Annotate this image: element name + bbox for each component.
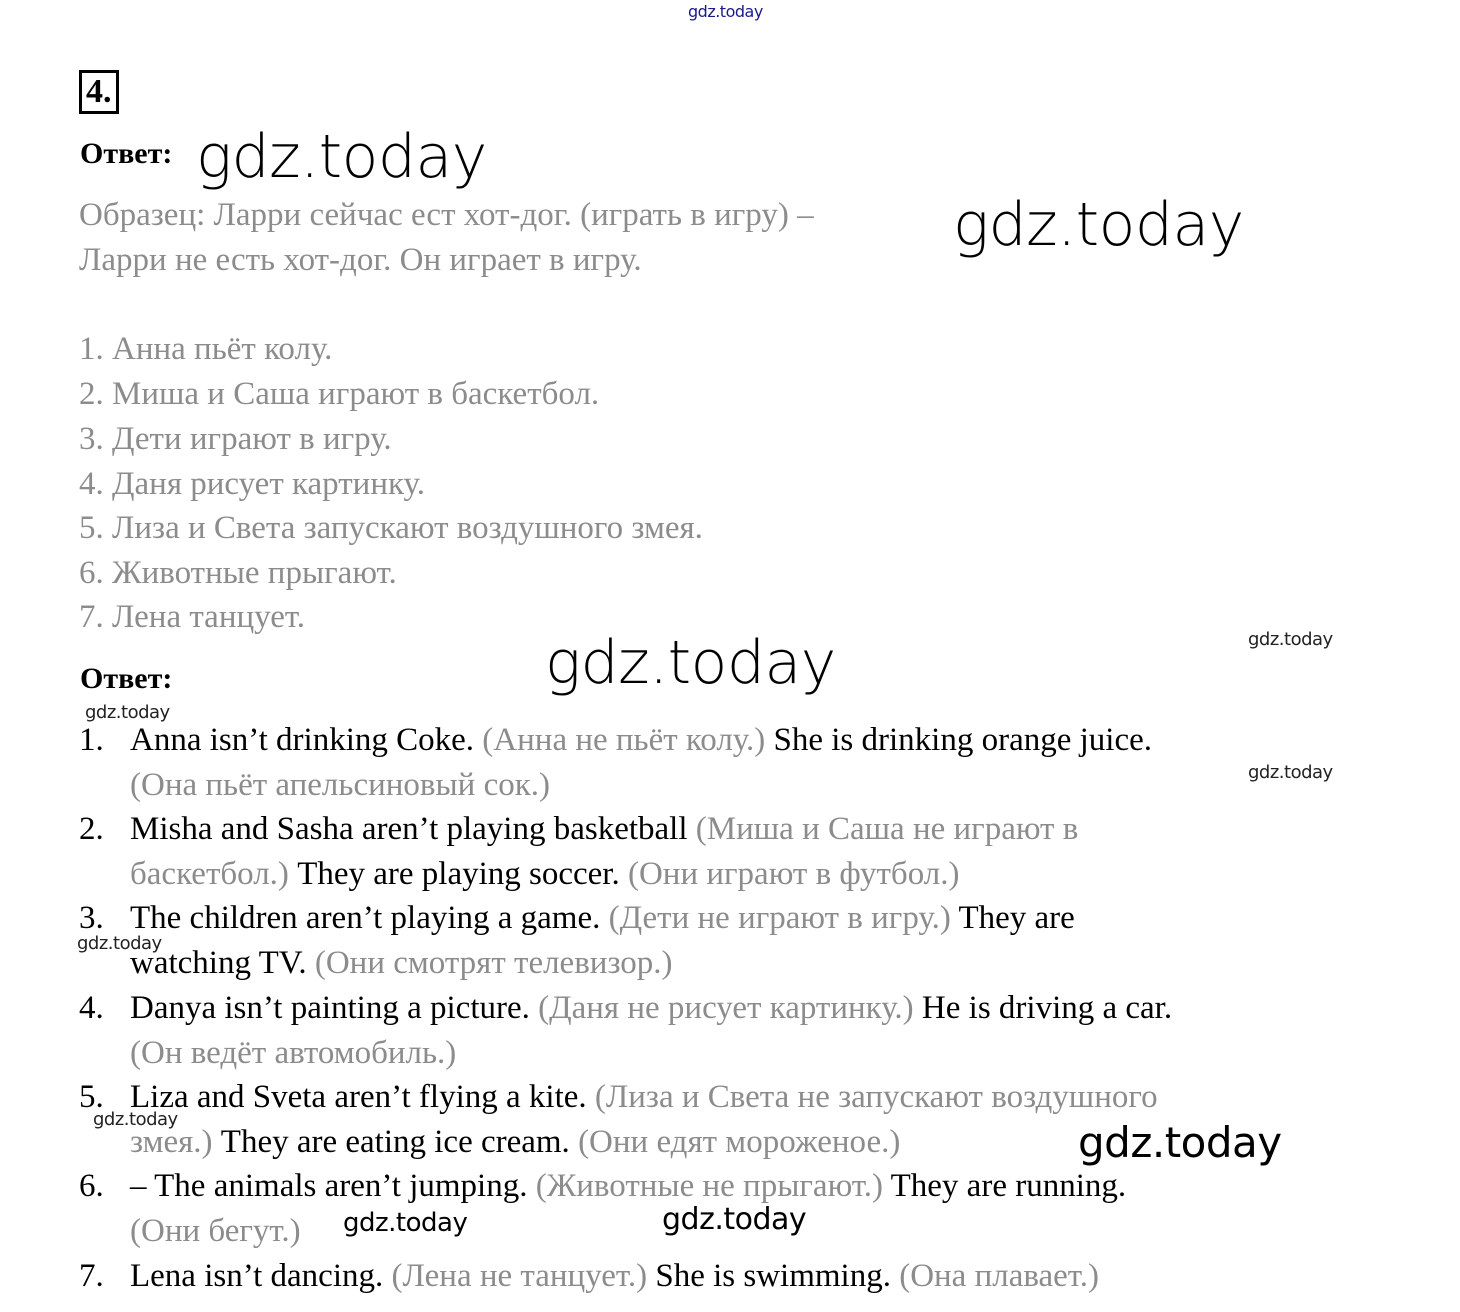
answer-line bbox=[130, 900, 1075, 937]
watermark-small-1: gdz.today bbox=[1248, 629, 1333, 650]
watermark-large-3: gdz.today bbox=[545, 628, 836, 698]
answer-translation: (Миша и Саша не играют в bbox=[687, 811, 1079, 847]
translation-item: 5. Лиза и Света запускают воздушного змея. bbox=[79, 510, 703, 546]
answer-translation: (Они играют в футбол.) bbox=[619, 856, 960, 892]
answer-number: 3. bbox=[79, 900, 104, 936]
answer-label-2: Ответ: bbox=[80, 662, 173, 695]
answer-translation: змея.) bbox=[130, 1124, 213, 1160]
answer-translation: (Они смотрят телевизор.) bbox=[306, 945, 673, 981]
watermark-top: gdz.today bbox=[688, 2, 763, 21]
translation-item: 4. Даня рисует картинку. bbox=[79, 466, 426, 502]
answer-translation: баскетбол.) bbox=[130, 856, 289, 892]
answer-translation: (Они едят мороженое.) bbox=[569, 1124, 901, 1160]
answer-line bbox=[130, 1213, 301, 1250]
answer-number: 7. bbox=[79, 1258, 104, 1294]
translation-item: 7. Лена танцует. bbox=[79, 599, 306, 635]
answer-text: watching TV. bbox=[130, 945, 307, 981]
answer-translation: (Лиза и Света не запускают воздушного bbox=[586, 1079, 1158, 1115]
answer-line bbox=[130, 811, 1078, 848]
answer-text: The children aren’t playing a game. bbox=[130, 900, 601, 936]
watermark-small-4: gdz.today bbox=[77, 933, 162, 954]
answer-line bbox=[130, 856, 959, 893]
answer-translation: (Анна не пьёт колу.) bbox=[474, 722, 766, 758]
answer-text: They are bbox=[950, 900, 1075, 936]
answer-translation: (Она пьёт апельсиновый сок.) bbox=[130, 767, 550, 803]
answer-number: 5. bbox=[79, 1079, 104, 1115]
answer-number: 6. bbox=[79, 1168, 104, 1204]
answer-line bbox=[130, 1124, 900, 1161]
answer-line bbox=[130, 990, 1172, 1027]
answer-line bbox=[130, 1168, 1126, 1205]
answer-line bbox=[130, 1258, 1099, 1295]
answer-text: She is swimming. bbox=[647, 1258, 891, 1294]
translation-item: 3. Дети играют в игру. bbox=[79, 421, 392, 457]
answer-number: 2. bbox=[79, 811, 104, 847]
watermark-large-1: gdz.today bbox=[196, 122, 487, 192]
answer-text: They are playing soccer. bbox=[288, 856, 620, 892]
watermark-small-2: gdz.today bbox=[85, 702, 170, 723]
answer-line bbox=[130, 1035, 456, 1072]
translation-item: 1. Анна пьёт колу. bbox=[79, 331, 333, 367]
answer-label-1: Ответ: bbox=[80, 137, 173, 170]
answer-text: She is drinking orange juice. bbox=[765, 722, 1153, 758]
translation-item: 2. Миша и Саша играют в баскетбол. bbox=[79, 376, 600, 412]
answer-translation: (Даня не рисует картинку.) bbox=[529, 990, 914, 1026]
answer-text: Lena isn’t dancing. bbox=[130, 1258, 384, 1294]
answer-translation: (Животные не прыгают.) bbox=[527, 1168, 883, 1204]
sample-line-1: Образец: Ларри сейчас ест хот-дог. (играть в игру) – bbox=[79, 197, 814, 233]
watermark-small-7: gdz.today bbox=[662, 1202, 807, 1237]
answer-text: Danya isn’t painting a picture. bbox=[130, 990, 530, 1026]
translation-item: 6. Животные прыгают. bbox=[79, 555, 397, 591]
task-number: 4. bbox=[79, 70, 119, 114]
answer-text: He is driving a car. bbox=[913, 990, 1173, 1026]
answer-number: 4. bbox=[79, 990, 104, 1026]
answer-translation: (Лена не танцует.) bbox=[383, 1258, 648, 1294]
answer-line bbox=[130, 945, 673, 982]
watermark-large-2: gdz.today bbox=[953, 190, 1244, 260]
watermark-small-3: gdz.today bbox=[1248, 762, 1333, 783]
answer-line bbox=[130, 722, 1152, 759]
sample-line-2: Ларри не есть хот-дог. Он играет в игру. bbox=[79, 242, 642, 278]
answer-text: Anna isn’t drinking Coke. bbox=[130, 722, 475, 758]
answer-text: They are eating ice cream. bbox=[212, 1124, 570, 1160]
watermark-small-6: gdz.today bbox=[343, 1208, 468, 1238]
answer-translation: (Она плавает.) bbox=[890, 1258, 1099, 1294]
answer-text: Liza and Sveta aren’t flying a kite. bbox=[130, 1079, 587, 1115]
answer-text: – The animals aren’t jumping. bbox=[130, 1168, 528, 1204]
answer-translation: (Они бегут.) bbox=[130, 1213, 301, 1249]
answer-line bbox=[130, 767, 550, 804]
answer-number: 1. bbox=[79, 722, 104, 758]
answer-translation: (Он ведёт автомобиль.) bbox=[130, 1035, 457, 1071]
watermark-small-5: gdz.today bbox=[93, 1109, 178, 1130]
answer-translation: (Дети не играют в игру.) bbox=[600, 900, 951, 936]
watermark-medium-1: gdz.today bbox=[1078, 1118, 1282, 1167]
answer-text: Misha and Sasha aren’t playing basketball bbox=[130, 811, 688, 847]
answer-line bbox=[130, 1079, 1158, 1116]
answer-text: They are running. bbox=[882, 1168, 1127, 1204]
